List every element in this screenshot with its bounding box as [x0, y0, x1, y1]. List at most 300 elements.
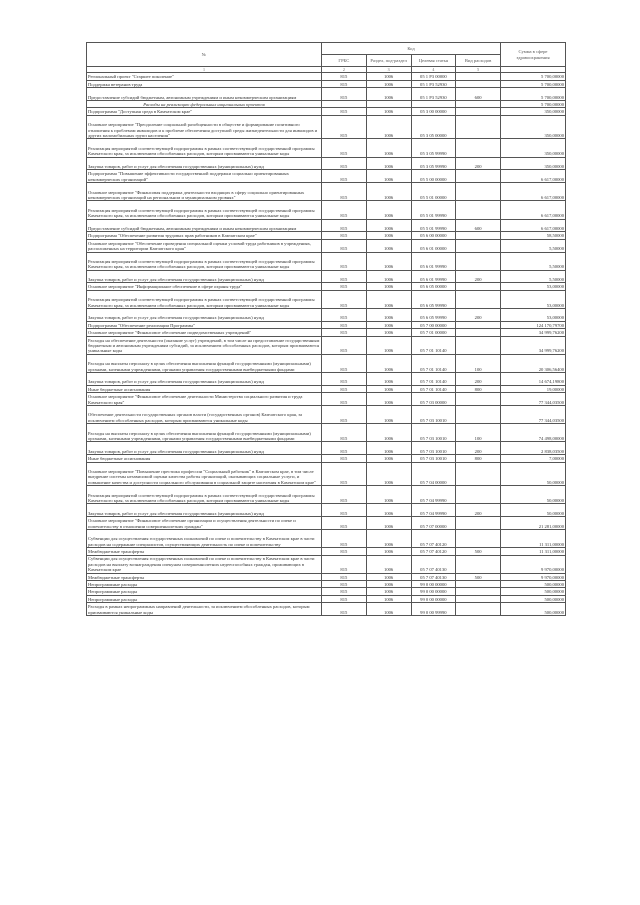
- row-vr-cell: 800: [456, 455, 501, 462]
- table-row: [87, 290, 566, 308]
- row-gr-cell: 815: [322, 232, 367, 239]
- row-gr-cell: [322, 100, 367, 107]
- row-gr-cell: 815: [322, 581, 367, 588]
- row-gr-cell: 815: [322, 517, 367, 530]
- row-sum-cell: 50,00000: [501, 462, 566, 486]
- row-sum-cell: 5,50000: [501, 239, 566, 252]
- row-rz-cell: 1006: [366, 504, 411, 517]
- row-vr-cell: 200: [456, 373, 501, 386]
- row-vr-cell: [456, 336, 501, 354]
- row-vr-cell: [456, 603, 501, 616]
- row-name-cell: Основное мероприятие "Финансовое обеспечение подведомственных учреждений": [87, 329, 322, 336]
- row-cs-cell: 05 5 01 00000: [411, 183, 456, 201]
- row-name-cell: Закупка товаров, работ и услуг для обеспечения государственных (муниципальных) нужд: [87, 504, 322, 517]
- row-cs-cell: 05 7 07 40130: [411, 573, 456, 580]
- row-gr-cell: 815: [322, 595, 367, 602]
- row-sum-cell: 5 700,00000: [501, 88, 566, 101]
- table-row: [87, 595, 566, 602]
- row-name-cell: Основное мероприятие "Преодоление социальной разобщенности в обществе и формирование позитивного отношения к проблемам инвалидов и к проблеме обеспечения доступной среды жизнедеятельности для инвалидов и других маломобильных групп населения": [87, 115, 322, 139]
- table-row: [87, 573, 566, 580]
- row-name-cell: Подпрограмма "Доступная среда в Камчатском крае": [87, 108, 322, 115]
- row-sum-cell: 5 700,00000: [501, 80, 566, 87]
- table-row: [87, 329, 566, 336]
- row-name-cell: Иные бюджетные ассигнования: [87, 455, 322, 462]
- table-row: [87, 239, 566, 252]
- row-sum-cell: 500,00000: [501, 581, 566, 588]
- row-rz-cell: 1006: [366, 424, 411, 442]
- header-cs: Целевая статья: [411, 55, 456, 67]
- row-cs-cell: 99 0 00 00000: [411, 588, 456, 595]
- row-gr-cell: 815: [322, 270, 367, 283]
- row-name-cell: Иные бюджетные ассигнования: [87, 385, 322, 392]
- row-vr-cell: [456, 170, 501, 183]
- document-sheet: [86, 42, 566, 890]
- row-rz-cell: 1006: [366, 283, 411, 290]
- row-sum-cell: 21 281,00000: [501, 517, 566, 530]
- table-row: [87, 373, 566, 386]
- row-vr-cell: 200: [456, 504, 501, 517]
- row-cs-cell: 05 7 03 10010: [411, 442, 456, 455]
- table-row: [87, 115, 566, 139]
- row-gr-cell: 815: [322, 588, 367, 595]
- row-gr-cell: 815: [322, 80, 367, 87]
- row-cs-cell: 05 1 P3 00000: [411, 73, 456, 80]
- row-sum-cell: 124 170,79700: [501, 321, 566, 328]
- row-rz-cell: 1006: [366, 603, 411, 616]
- row-vr-cell: [456, 555, 501, 573]
- row-gr-cell: 815: [322, 424, 367, 442]
- table-row: [87, 252, 566, 270]
- row-vr-cell: 600: [456, 88, 501, 101]
- table-row: [87, 603, 566, 616]
- row-rz-cell: 1006: [366, 115, 411, 139]
- row-vr-cell: [456, 139, 501, 157]
- row-cs-cell: 05 7 01 10140: [411, 373, 456, 386]
- row-rz-cell: 1006: [366, 321, 411, 328]
- table-row: [87, 157, 566, 170]
- table-row: [87, 486, 566, 504]
- table-row: [87, 442, 566, 455]
- row-gr-cell: 815: [322, 603, 367, 616]
- row-rz-cell: 1006: [366, 239, 411, 252]
- table-row: [87, 321, 566, 328]
- row-sum-cell: 9 970,00000: [501, 573, 566, 580]
- table-row: [87, 354, 566, 372]
- row-cs-cell: 05 7 07 40120: [411, 529, 456, 547]
- row-rz-cell: 1006: [366, 354, 411, 372]
- table-header-group: [87, 43, 566, 55]
- row-cs-cell: 05 6 01 99990: [411, 252, 456, 270]
- row-cs-cell: 05 7 04 99990: [411, 486, 456, 504]
- table-row: [87, 455, 566, 462]
- row-rz-cell: 1006: [366, 73, 411, 80]
- row-sum-cell: 50,00000: [501, 504, 566, 517]
- row-sum-cell: 350,00000: [501, 108, 566, 115]
- table-row: [87, 517, 566, 530]
- row-gr-cell: 815: [322, 373, 367, 386]
- row-name-cell: Непрограммные расходы: [87, 595, 322, 602]
- row-name-cell: Основное мероприятие "Повышение престижа профессии "Социальный работник" в Камчатском крае, в том числе внедрение системы независимой оценки качества работы организаций, оказывающих социальные услуги, и повышение качества и доступности социального обслуживания в социальной защите населения в Камчатском крае": [87, 462, 322, 486]
- table-row: [87, 170, 566, 183]
- row-rz-cell: 1006: [366, 442, 411, 455]
- row-rz-cell: 1006: [366, 219, 411, 232]
- row-rz-cell: 1006: [366, 80, 411, 87]
- row-cs-cell: 05 3 00 00000: [411, 108, 456, 115]
- row-rz-cell: 1006: [366, 290, 411, 308]
- row-sum-cell: 34 999,76200: [501, 336, 566, 354]
- row-rz-cell: 1006: [366, 486, 411, 504]
- row-sum-cell: 20 306,56400: [501, 354, 566, 372]
- row-rz-cell: 1006: [366, 373, 411, 386]
- row-rz-cell: 1006: [366, 108, 411, 115]
- row-cs-cell: 05 3 05 99990: [411, 139, 456, 157]
- row-name-cell: Закупка товаров, работ и услуг для обеспечения государственных (муниципальных) нужд: [87, 373, 322, 386]
- table-row: [87, 201, 566, 219]
- row-sum-cell: 50,00000: [501, 486, 566, 504]
- row-name-cell: Расходы в рамках непрограммных направлений деятельности, за исключением обособленных расходов, которым присваиваются уникальные коды: [87, 603, 322, 616]
- row-cs-cell: 05 5 01 99990: [411, 219, 456, 232]
- row-sum-cell: 53,00000: [501, 283, 566, 290]
- row-name-cell: Расходы на обеспечение деятельности (оказание услуг) учреждений, в том числе на предоставление государственным бюджетным и автономным учреждениям субсидий, за исключением обособленных расходов, которым присваиваются уникальные коды: [87, 336, 322, 354]
- row-rz-cell: 1006: [366, 385, 411, 392]
- row-vr-cell: [456, 529, 501, 547]
- row-gr-cell: 815: [322, 555, 367, 573]
- header-code-group: Код: [322, 43, 501, 55]
- table-row: [87, 504, 566, 517]
- index-cell: 3: [366, 67, 411, 73]
- row-gr-cell: 815: [322, 504, 367, 517]
- header-rz: Раздел, под-раздел: [366, 55, 411, 67]
- row-name-cell: Закупка товаров, работ и услуг для обеспечения государственных (муниципальных) нужд: [87, 157, 322, 170]
- row-gr-cell: 815: [322, 573, 367, 580]
- row-sum-cell: 6 617,00000: [501, 183, 566, 201]
- row-gr-cell: 815: [322, 201, 367, 219]
- row-cs-cell: 05 7 01 10140: [411, 336, 456, 354]
- row-vr-cell: [456, 406, 501, 424]
- table-row: [87, 309, 566, 322]
- table-row: [87, 88, 566, 101]
- row-name-cell: Расходы на реализацию федеральных национальных проектов: [87, 100, 322, 107]
- table-row: [87, 139, 566, 157]
- row-rz-cell: 1006: [366, 139, 411, 157]
- row-vr-cell: [456, 239, 501, 252]
- row-rz-cell: 1006: [366, 183, 411, 201]
- row-name-cell: Подпрограмма "Обеспечение развития трудовых прав работников в Камчатском крае": [87, 232, 322, 239]
- row-name-cell: Основное мероприятие "Обеспечение проведения специальной оценки условий труда работников в учреждениях, расположенных на территории Камчатского края": [87, 239, 322, 252]
- table-row: [87, 183, 566, 201]
- row-name-cell: Межбюджетные трансферты: [87, 548, 322, 555]
- row-vr-cell: 200: [456, 309, 501, 322]
- row-gr-cell: 815: [322, 529, 367, 547]
- row-name-cell: Основное мероприятие "Финансовое обеспечение деятельности Министерства социального развития и труда Камчатского края": [87, 393, 322, 406]
- row-vr-cell: [456, 393, 501, 406]
- table-row: [87, 581, 566, 588]
- row-cs-cell: 05 3 05 99990: [411, 157, 456, 170]
- row-rz-cell: 1006: [366, 573, 411, 580]
- row-cs-cell: 05 7 07 40130: [411, 555, 456, 573]
- table-row: [87, 385, 566, 392]
- row-name-cell: Основное мероприятие "Финансовое обеспечение организации и осуществления деятельности по опеке и попечительству в отношении совершеннолетних граждан": [87, 517, 322, 530]
- row-name-cell: Реализация мероприятий соответствующей подпрограммы в рамках соответствующей государственной программы Камчатского края, за исключением обособленных расходов, которым присваиваются уникальные коды: [87, 139, 322, 157]
- row-vr-cell: [456, 581, 501, 588]
- row-vr-cell: [456, 321, 501, 328]
- row-vr-cell: [456, 115, 501, 139]
- row-rz-cell: 1006: [366, 252, 411, 270]
- row-vr-cell: [456, 290, 501, 308]
- budget-table: [86, 42, 566, 616]
- row-sum-cell: 2 838,03500: [501, 442, 566, 455]
- row-gr-cell: 815: [322, 219, 367, 232]
- row-name-cell: Основное мероприятие "Финансовая поддержка деятельности входящих в сферу социально ориентированных некоммерческих организаций на региональном и муниципальном уровнях": [87, 183, 322, 201]
- row-sum-cell: 34 999,76200: [501, 329, 566, 336]
- row-vr-cell: 100: [456, 354, 501, 372]
- row-sum-cell: 5,50000: [501, 270, 566, 283]
- row-vr-cell: 200: [456, 442, 501, 455]
- row-cs-cell: 05 1 P3 52930: [411, 88, 456, 101]
- row-gr-cell: 815: [322, 252, 367, 270]
- table-row: [87, 283, 566, 290]
- row-name-cell: Реализация мероприятий соответствующей подпрограммы в рамках соответствующей государственной программы Камчатского края, за исключением обособленных расходов, которым присваиваются уникальные коды: [87, 486, 322, 504]
- row-rz-cell: 1006: [366, 336, 411, 354]
- row-gr-cell: 815: [322, 183, 367, 201]
- row-cs-cell: 05 6 00 00000: [411, 232, 456, 239]
- row-gr-cell: 815: [322, 442, 367, 455]
- row-rz-cell: 1006: [366, 517, 411, 530]
- row-gr-cell: 815: [322, 548, 367, 555]
- row-cs-cell: 05 7 03 10010: [411, 455, 456, 462]
- row-cs-cell: 99 0 00 00000: [411, 595, 456, 602]
- row-cs-cell: 05 7 01 10140: [411, 354, 456, 372]
- row-rz-cell: 1006: [366, 455, 411, 462]
- row-sum-cell: 350,00000: [501, 115, 566, 139]
- row-cs-cell: 05 7 04 99990: [411, 504, 456, 517]
- row-sum-cell: 7,00000: [501, 455, 566, 462]
- row-name-cell: Основное мероприятие "Информационное обеспечение в сфере охраны труда": [87, 283, 322, 290]
- row-rz-cell: 1006: [366, 406, 411, 424]
- header-sum: Сумма в сфере здравоохранения: [501, 43, 566, 67]
- row-name-cell: Расходы на выплаты персоналу в целях обеспечения выполнения функций государственными (муниципальными) органами, казенными учреждениями, органами управления государственными внебюджетными фондами: [87, 354, 322, 372]
- row-sum-cell: 11 311,00000: [501, 529, 566, 547]
- row-cs-cell: 05 7 07 00000: [411, 517, 456, 530]
- row-cs-cell: 99 0 00 99990: [411, 603, 456, 616]
- table-row: [87, 219, 566, 232]
- table-row: [87, 270, 566, 283]
- row-cs-cell: 99 0 00 00000: [411, 581, 456, 588]
- row-gr-cell: 815: [322, 309, 367, 322]
- row-cs-cell: 05 3 05 00000: [411, 115, 456, 139]
- row-sum-cell: 74 498,00000: [501, 424, 566, 442]
- row-sum-cell: 350,00000: [501, 139, 566, 157]
- index-cell: 1: [87, 67, 322, 73]
- row-name-cell: Предоставление субсидий бюджетным, автономным учреждениям и иным некоммерческим организациям: [87, 88, 322, 101]
- row-vr-cell: 800: [456, 385, 501, 392]
- table-row: [87, 100, 566, 107]
- row-rz-cell: 1006: [366, 555, 411, 573]
- table-row: [87, 555, 566, 573]
- row-gr-cell: 815: [322, 88, 367, 101]
- row-name-cell: Реализация мероприятий соответствующей подпрограммы в рамках соответствующей государственной программы Камчатского края, за исключением обособленных расходов, которым присваиваются уникальные коды: [87, 201, 322, 219]
- row-rz-cell: 1006: [366, 548, 411, 555]
- row-name-cell: Субвенции для осуществления государственных полномочий по опеке и попечительству в Камчатском крае в части расходов на содержание специалистов, осуществляющих деятельность по опеке и попечительству: [87, 529, 322, 547]
- row-cs-cell: 05 6 01 99990: [411, 270, 456, 283]
- header-gr: ГРБС: [322, 55, 367, 67]
- row-rz-cell: 1006: [366, 270, 411, 283]
- row-rz-cell: 1006: [366, 595, 411, 602]
- row-cs-cell: 05 7 03 10010: [411, 406, 456, 424]
- row-sum-cell: 5 700,00000: [501, 100, 566, 107]
- row-gr-cell: 815: [322, 115, 367, 139]
- row-name-cell: Закупка товаров, работ и услуг для обеспечения государственных (муниципальных) нужд: [87, 270, 322, 283]
- row-gr-cell: 815: [322, 239, 367, 252]
- row-rz-cell: 1006: [366, 309, 411, 322]
- row-vr-cell: [456, 80, 501, 87]
- row-sum-cell: 6 617,00000: [501, 201, 566, 219]
- row-name-cell: Предоставление субсидий бюджетным, автономным учреждениям и иным некоммерческим организациям: [87, 219, 322, 232]
- row-vr-cell: [456, 252, 501, 270]
- row-sum-cell: 11 311,00000: [501, 548, 566, 555]
- table-row: [87, 588, 566, 595]
- row-cs-cell: 05 6 05 99990: [411, 309, 456, 322]
- table-row: [87, 406, 566, 424]
- row-gr-cell: 815: [322, 139, 367, 157]
- table-row: [87, 393, 566, 406]
- row-gr-cell: 815: [322, 108, 367, 115]
- row-name-cell: Региональный проект "Старшее поколение": [87, 73, 322, 80]
- row-vr-cell: 200: [456, 157, 501, 170]
- row-rz-cell: 1006: [366, 201, 411, 219]
- row-vr-cell: [456, 462, 501, 486]
- row-cs-cell: 05 7 07 40120: [411, 548, 456, 555]
- row-rz-cell: 1006: [366, 88, 411, 101]
- row-cs-cell: 05 6 01 00000: [411, 239, 456, 252]
- row-sum-cell: 500,00000: [501, 588, 566, 595]
- row-gr-cell: 815: [322, 336, 367, 354]
- table-body: [87, 67, 566, 616]
- row-rz-cell: 1006: [366, 157, 411, 170]
- row-cs-cell: 05 6 05 00000: [411, 283, 456, 290]
- row-cs-cell: 05 7 03 00000: [411, 393, 456, 406]
- index-cell: 2: [322, 67, 367, 73]
- row-vr-cell: [456, 329, 501, 336]
- row-vr-cell: [456, 108, 501, 115]
- row-cs-cell: [411, 100, 456, 107]
- row-vr-cell: 500: [456, 548, 501, 555]
- row-vr-cell: [456, 183, 501, 201]
- row-rz-cell: [366, 100, 411, 107]
- row-rz-cell: 1006: [366, 170, 411, 183]
- row-cs-cell: 05 7 03 10010: [411, 424, 456, 442]
- row-vr-cell: [456, 100, 501, 107]
- row-sum-cell: 9 970,00000: [501, 555, 566, 573]
- table-row: [87, 80, 566, 87]
- row-sum-cell: 19,00000: [501, 385, 566, 392]
- table-row: [87, 73, 566, 80]
- row-sum-cell: 5 700,00000: [501, 73, 566, 80]
- row-gr-cell: 815: [322, 455, 367, 462]
- index-cell: 5: [456, 67, 501, 73]
- row-name-cell: Межбюджетные трансферты: [87, 573, 322, 580]
- header-vr: Вид расходов: [456, 55, 501, 67]
- row-name-cell: Поддержка ветеранов труда: [87, 80, 322, 87]
- row-name-cell: Подпрограмма "Повышение эффективности государственной поддержки социально ориентированных некоммерческих организаций": [87, 170, 322, 183]
- row-rz-cell: 1006: [366, 529, 411, 547]
- row-name-cell: Подпрограмма "Обеспечение реализации Программы": [87, 321, 322, 328]
- row-vr-cell: 200: [456, 270, 501, 283]
- row-vr-cell: [456, 232, 501, 239]
- row-name-cell: Реализация мероприятий соответствующей подпрограммы в рамках соответствующей государственной программы Камчатского края, за исключением обособленных расходов, которым присваиваются уникальные коды: [87, 290, 322, 308]
- row-vr-cell: [456, 517, 501, 530]
- row-vr-cell: [456, 486, 501, 504]
- row-cs-cell: 05 5 00 00000: [411, 170, 456, 183]
- row-name-cell: Закупка товаров, работ и услуг для обеспечения государственных (муниципальных) нужд: [87, 442, 322, 455]
- row-sum-cell: 53,00000: [501, 290, 566, 308]
- table-row: [87, 424, 566, 442]
- row-gr-cell: 815: [322, 73, 367, 80]
- row-name-cell: Закупка товаров, работ и услуг для обеспечения государственных (муниципальных) нужд: [87, 309, 322, 322]
- row-vr-cell: [456, 201, 501, 219]
- row-name-cell: Расходы на выплаты персоналу в целях обеспечения выполнения функций государственными (муниципальными) органами, казенными учреждениями, органами управления государственными внебюджетными фондами: [87, 424, 322, 442]
- row-vr-cell: [456, 73, 501, 80]
- row-rz-cell: 1006: [366, 393, 411, 406]
- row-vr-cell: 600: [456, 219, 501, 232]
- row-gr-cell: 815: [322, 283, 367, 290]
- row-gr-cell: 815: [322, 486, 367, 504]
- row-sum-cell: 77 344,03500: [501, 393, 566, 406]
- row-rz-cell: 1006: [366, 588, 411, 595]
- table-row: [87, 108, 566, 115]
- table-row: [87, 548, 566, 555]
- row-cs-cell: 05 1 P3 52930: [411, 80, 456, 87]
- row-rz-cell: 1006: [366, 581, 411, 588]
- row-cs-cell: 05 6 05 99990: [411, 290, 456, 308]
- table-row: [87, 529, 566, 547]
- row-vr-cell: 500: [456, 573, 501, 580]
- row-gr-cell: 815: [322, 406, 367, 424]
- header-num: №: [87, 43, 322, 67]
- row-sum-cell: 500,00000: [501, 595, 566, 602]
- row-gr-cell: 815: [322, 354, 367, 372]
- row-name-cell: Субвенции для осуществления государственных полномочий по опеке и попечительству в Камчатском крае в части расходов на выплату вознаграждения опекунам совершеннолетних недееспособных граждан, проживающих в Камчатском крае: [87, 555, 322, 573]
- row-name-cell: Непрограммные расходы: [87, 581, 322, 588]
- row-sum-cell: 500,00000: [501, 603, 566, 616]
- row-cs-cell: 05 7 00 00000: [411, 321, 456, 328]
- row-gr-cell: 815: [322, 321, 367, 328]
- row-sum-cell: 77 344,03500: [501, 406, 566, 424]
- row-sum-cell: 14 674,19800: [501, 373, 566, 386]
- row-rz-cell: 1006: [366, 329, 411, 336]
- table-row: [87, 232, 566, 239]
- row-sum-cell: 6 617,00000: [501, 170, 566, 183]
- row-vr-cell: [456, 283, 501, 290]
- row-sum-cell: 350,00000: [501, 157, 566, 170]
- row-rz-cell: 1006: [366, 232, 411, 239]
- index-cell: 4: [411, 67, 456, 73]
- row-rz-cell: 1006: [366, 462, 411, 486]
- row-cs-cell: 05 7 04 00000: [411, 462, 456, 486]
- row-name-cell: Обеспечение деятельности государственных органов власти (государственных органов) Камчатского края, за исключением обособленных расходов, которым присваиваются уникальные коды: [87, 406, 322, 424]
- row-vr-cell: 100: [456, 424, 501, 442]
- row-gr-cell: 815: [322, 329, 367, 336]
- row-gr-cell: 815: [322, 290, 367, 308]
- row-gr-cell: 815: [322, 393, 367, 406]
- table-row: [87, 462, 566, 486]
- row-name-cell: Реализация мероприятий соответствующей подпрограммы в рамках соответствующей государственной программы Камчатского края, за исключением обособленных расходов, которым присваиваются уникальные коды: [87, 252, 322, 270]
- row-vr-cell: [456, 595, 501, 602]
- row-gr-cell: 815: [322, 170, 367, 183]
- row-sum-cell: 53,00000: [501, 309, 566, 322]
- row-sum-cell: 5,50000: [501, 252, 566, 270]
- row-cs-cell: 05 7 01 10140: [411, 385, 456, 392]
